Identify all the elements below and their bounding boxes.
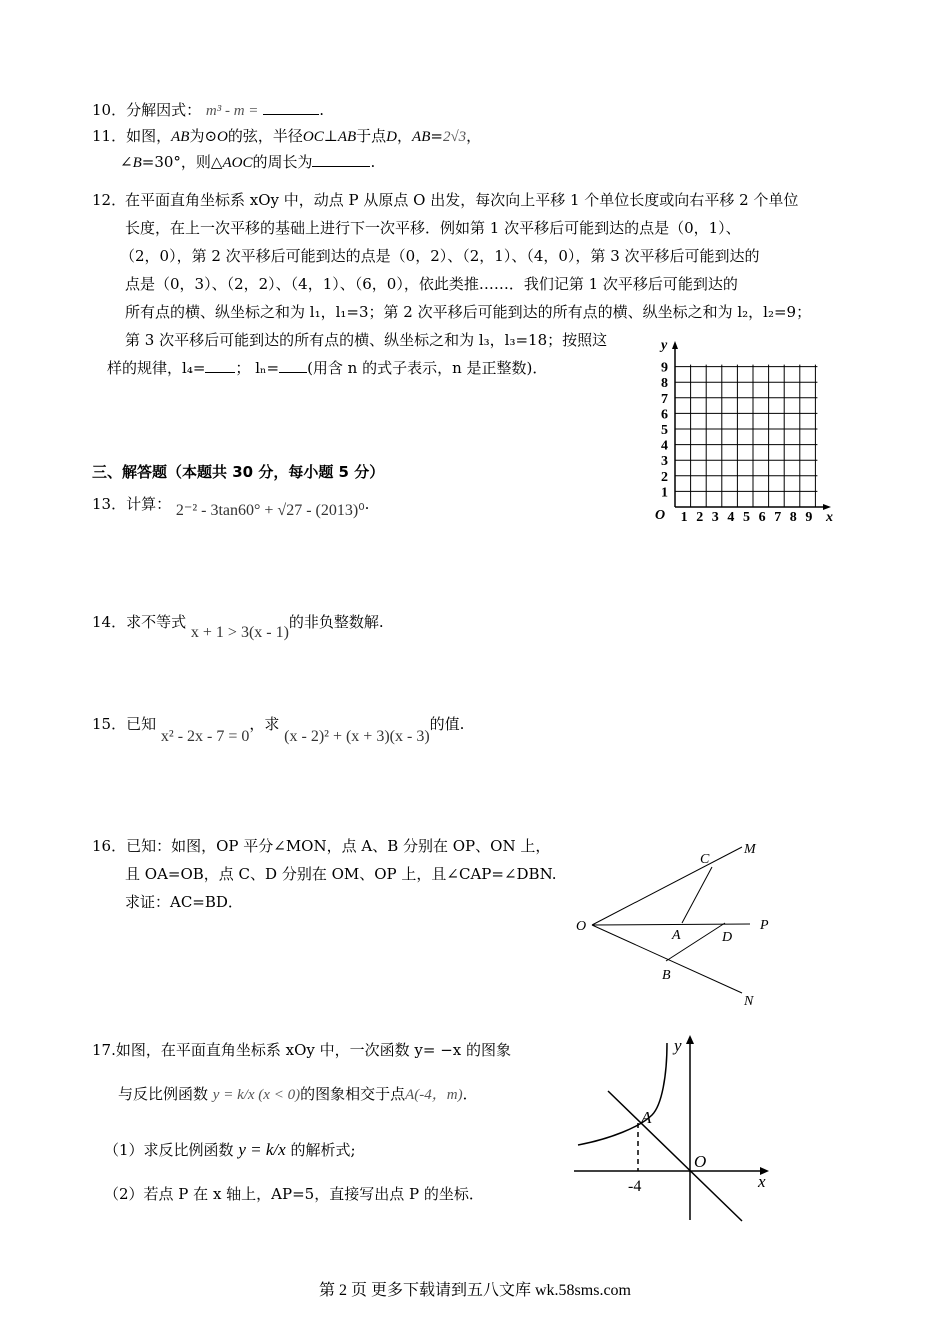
q11-text-b: 为⊙ bbox=[189, 127, 218, 145]
q17-text-4: （2）若点 P 在 x 轴上，AP=5，直接写出点 P 的坐标． bbox=[104, 1185, 484, 1203]
q17-point-A: A(-4，m) bbox=[405, 1087, 463, 1103]
q12-sep: ； bbox=[235, 359, 251, 377]
q11-text-f: ， bbox=[466, 127, 482, 145]
q16-label-A: A bbox=[672, 928, 681, 943]
q11-AB2: AB bbox=[337, 129, 357, 145]
q12-line-5: 所有点的横、纵坐标之和为 l₁，l₁=3；第 2 次平移后可能到达的所有点的横、纵坐标之和为 l₂，l₂=9； bbox=[125, 303, 812, 321]
question-14 bbox=[92, 612, 384, 641]
ray-OM bbox=[592, 847, 742, 925]
q11-text-g: =30°，则△ bbox=[141, 153, 223, 171]
grid-y-tick-label: 2 bbox=[661, 469, 668, 485]
q10-number: 10． bbox=[92, 101, 127, 119]
q17-text-2a: 与反比例函数 bbox=[118, 1085, 209, 1103]
q17-label-y: y bbox=[674, 1036, 682, 1055]
q15-number: 15． bbox=[92, 715, 127, 733]
q11-O: O bbox=[217, 129, 228, 145]
q14-text-a: 求不等式 bbox=[126, 613, 187, 631]
q16-label-C: C bbox=[700, 852, 710, 867]
q15-text-c: 的值. bbox=[429, 715, 465, 733]
q16-label-D: D bbox=[722, 930, 733, 945]
q16-label-N: N bbox=[744, 994, 754, 1009]
grid-y-tick-label: 7 bbox=[661, 391, 668, 407]
q11-OC: OC bbox=[302, 129, 324, 145]
question-15 bbox=[92, 714, 465, 745]
q12-ln: lₙ= bbox=[255, 359, 280, 377]
q12-line-4: 点是（0，3）、（2，2）、（4，1）、（6，0），依此类推……．我们记第 1 次平移后可能到达的 bbox=[125, 275, 738, 293]
q11-eq: = bbox=[430, 127, 443, 145]
grid-y-tick-label: 3 bbox=[661, 454, 668, 470]
q15-expression-2: (x - 2)² + (x + 3)(x - 3) bbox=[284, 728, 430, 745]
q11-AB: AB bbox=[171, 129, 190, 145]
q17-text-3a: （1）求反比例函数 bbox=[104, 1141, 234, 1159]
q17-text-3b: 的解析式; bbox=[290, 1141, 356, 1159]
q16-figure bbox=[570, 835, 790, 1010]
q11-number: 11． bbox=[92, 127, 127, 145]
question-17-line1 bbox=[92, 1040, 511, 1060]
q11-perp: ⊥ bbox=[323, 127, 338, 145]
q15-text-a: 已知 bbox=[126, 715, 157, 733]
grid-x-tick-label: 9 bbox=[805, 510, 813, 525]
q11-value: 2√3 bbox=[442, 129, 467, 145]
grid-origin-label: O bbox=[655, 508, 666, 523]
q12-last-b: (用含 n 的式子表示，n 是正整数)． bbox=[307, 359, 548, 377]
q17-number: 17. bbox=[92, 1041, 116, 1059]
question-13 bbox=[92, 494, 370, 519]
q11-text-a: 如图， bbox=[126, 127, 172, 145]
q10-text: 分解因式： bbox=[126, 101, 202, 119]
q11-angle: ∠ bbox=[120, 153, 133, 171]
q17-figure bbox=[570, 1035, 780, 1225]
q17-y-arrow bbox=[686, 1035, 694, 1044]
q12-ln-blank[interactable] bbox=[279, 358, 307, 373]
q11-period: . bbox=[370, 153, 376, 171]
q17-hyperbola bbox=[578, 1043, 667, 1145]
grid-y-tick-label: 4 bbox=[661, 438, 668, 454]
q17-label-x: x bbox=[758, 1172, 766, 1191]
q17-period: ． bbox=[462, 1085, 478, 1103]
q17-label-O: O bbox=[694, 1152, 707, 1171]
coordinate-grid bbox=[645, 335, 845, 530]
q17-label-A: A bbox=[641, 1108, 652, 1127]
q16-text-3: 求证：AC=BD． bbox=[125, 893, 243, 911]
q16-number: 16． bbox=[92, 837, 127, 855]
ray-OP bbox=[592, 924, 750, 925]
grid-x-tick-label: 1 bbox=[680, 510, 688, 525]
grid-y-tick-label: 5 bbox=[661, 423, 668, 438]
q17-text-2b: 的图象相交于点 bbox=[300, 1085, 406, 1103]
q11-text-e: ， bbox=[397, 127, 413, 145]
q11-answer-blank[interactable] bbox=[312, 152, 370, 167]
q11-text-h: 的周长为 bbox=[252, 153, 313, 171]
q10-answer-blank[interactable] bbox=[263, 100, 319, 115]
q11-AOC: AOC bbox=[222, 155, 253, 171]
q17-text-1: 如图，在平面直角坐标系 xOy 中，一次函数 y= −x 的图象 bbox=[115, 1041, 512, 1059]
question-10 bbox=[92, 100, 324, 121]
grid-y-label: y bbox=[661, 338, 668, 353]
q11-D: D bbox=[386, 129, 398, 145]
q11-AB3: AB bbox=[412, 129, 431, 145]
q16-label-P: P bbox=[760, 918, 769, 933]
grid-x-tick-label: 5 bbox=[743, 510, 750, 525]
grid-y-tick-label: 6 bbox=[661, 407, 668, 423]
q15-expression-1: x² - 2x - 7 = 0 bbox=[160, 728, 250, 745]
page-footer: 第 2 页 更多下载请到五八文库 wk.58sms.com bbox=[318, 1282, 631, 1299]
q17-expression-inverse: y = k/x (x < 0) bbox=[212, 1087, 301, 1103]
q12-l4-blank[interactable] bbox=[205, 358, 235, 373]
section-3-heading: 三、解答题（本题共 30 分，每小题 5 分） bbox=[92, 463, 385, 481]
q13-period: . bbox=[364, 495, 370, 513]
q12-line-3: （2，0），第 2 次平移后可能到达的点是（0，2）、（2，1）、（4，0），第 3 次平移后可能到达的 bbox=[120, 247, 760, 265]
question-17-line3 bbox=[104, 1140, 356, 1160]
grid-x-tick-label: 3 bbox=[711, 510, 719, 525]
grid-x-tick-label: 8 bbox=[789, 510, 797, 525]
q14-number: 14． bbox=[92, 613, 127, 631]
q16-text-1: 已知：如图，OP 平分∠MON，点 A、B 分别在 OP、ON 上， bbox=[126, 837, 551, 855]
q10-period: . bbox=[319, 101, 324, 119]
grid-x-tick-label: 4 bbox=[727, 510, 735, 525]
grid-y-tick-label: 9 bbox=[661, 360, 668, 376]
grid-x-tick-label: 6 bbox=[758, 510, 766, 525]
q12-last-a: 样的规律， bbox=[107, 359, 183, 377]
q16-label-O: O bbox=[576, 919, 587, 934]
q13-text: 计算： bbox=[126, 495, 172, 513]
q13-expression: 2⁻² - 3tan60° + √27 - (2013)⁰ bbox=[175, 502, 365, 519]
q14-expression: x + 1 > 3(x - 1) bbox=[190, 624, 289, 641]
q12-line-1: 在平面直角坐标系 xOy 中，动点 P 从原点 O 出发，每次向上平移 1 个单位长度或向右平移 2 个单位 bbox=[125, 191, 799, 209]
grid-x-tick-label: 2 bbox=[696, 510, 704, 525]
q12-line-2: 长度，在上一次平移的基础上进行下一次平移．例如第 1 次平移后可能到达的点是（0，1）、 bbox=[125, 219, 741, 237]
q12-number: 12． bbox=[92, 191, 127, 209]
grid-x-label: x bbox=[826, 510, 833, 525]
question-16-line1 bbox=[92, 836, 550, 856]
question-11-line1 bbox=[92, 126, 481, 147]
q16-text-2: 且 OA=OB，点 C、D 分别在 OM、OP 上，且∠CAP=∠DBN. bbox=[125, 865, 557, 883]
q16-label-M: M bbox=[744, 842, 756, 857]
q12-line-6: 第 3 次平移后可能到达的所有点的横、纵坐标之和为 l₃，l₃=18；按照这 bbox=[125, 331, 608, 349]
grid-y-arrow bbox=[672, 341, 678, 349]
q12-line-7 bbox=[107, 358, 547, 378]
q11-B: B bbox=[132, 155, 142, 171]
q17-expression-k-over-x: y = k/x bbox=[238, 1140, 286, 1159]
q14-text-b: 的非负整数解. bbox=[288, 613, 384, 631]
q16-label-B: B bbox=[662, 968, 671, 983]
grid-x-tick-label: 7 bbox=[774, 510, 782, 525]
q10-expression: m³ - m = bbox=[205, 103, 259, 119]
q15-text-b: ，求 bbox=[249, 715, 280, 733]
q12-l4: l₄= bbox=[182, 359, 206, 377]
grid-y-tick-label: 1 bbox=[661, 485, 668, 501]
q13-number: 13． bbox=[92, 495, 127, 513]
q17-label-neg4: -4 bbox=[628, 1178, 642, 1195]
q17-line-y-neg-x bbox=[608, 1091, 742, 1221]
question-11-line2 bbox=[120, 152, 375, 173]
q11-text-d: 于点 bbox=[356, 127, 387, 145]
q11-text-c: 的弦，半径 bbox=[227, 127, 303, 145]
question-17-line2 bbox=[118, 1084, 478, 1105]
grid-y-tick-label: 8 bbox=[661, 376, 668, 392]
